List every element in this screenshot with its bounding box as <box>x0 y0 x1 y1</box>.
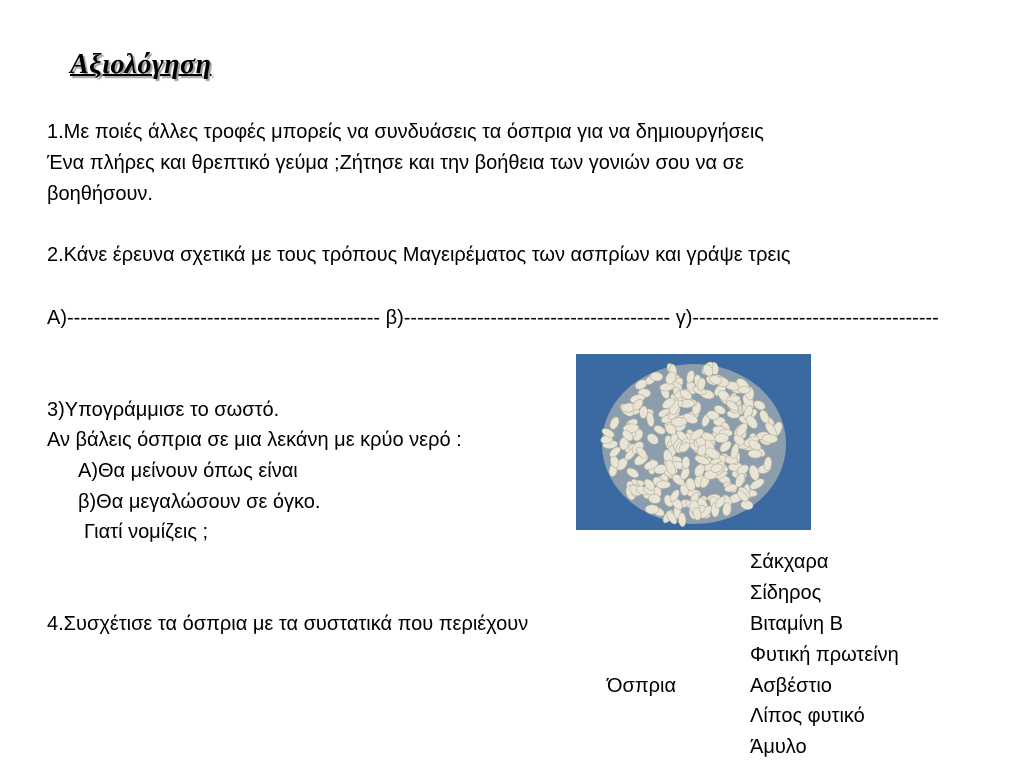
bean-shape <box>671 417 687 426</box>
question-3-line-1: 3)Υπογράμμισε το σωστό. <box>47 399 280 421</box>
question-3-why: Γιατί νομίζεις ; <box>84 521 209 543</box>
question-1-line-3: βοηθήσουν. <box>47 183 153 205</box>
question-4-legumes-label: Όσπρια <box>607 675 677 697</box>
bean-shape <box>682 456 690 468</box>
page-title: Αξιολόγηση <box>70 49 212 80</box>
question-1-line-2: Ένα πλήρες και θρεπτικό γεύμα ;Ζήτησε και την βοήθεια των γονιών σου να σε <box>47 152 744 174</box>
question-3-line-2: Αν βάλεις όσπρια σε μια λεκάνη με κρύο νερό : <box>47 429 462 451</box>
nutrient-item: Σάκχαρα <box>750 551 829 573</box>
question-1-line-1: 1.Με ποιές άλλες τροφές μπορείς να συνδυάσεις τα όσπρια για να δημιουργήσεις <box>47 121 764 143</box>
beans-pile-illustration <box>576 354 811 530</box>
question-3-option-a: Α)Θα μείνουν όπως είναι <box>78 460 298 482</box>
bean-shape <box>645 505 659 514</box>
nutrient-item: Βιταμίνη Β <box>750 613 843 635</box>
nutrient-item: Σίδηρος <box>750 582 822 604</box>
nutrient-item: Φυτική πρωτείνη <box>750 644 899 666</box>
white-beans-photo <box>576 354 811 530</box>
question-2-line-1: 2.Κάνε έρευνα σχετικά με τους τρόπους Μαγειρέματος των ασπρίων και γράψε τρεις <box>47 244 791 266</box>
question-2-answer-blanks: Α)----------------------------------------------- β)---------------------------------------- γ)------------------------------------- <box>47 307 939 329</box>
question-4-line-1: 4.Συσχέτισε τα όσπρια με τα συστατικά που περιέχουν <box>47 613 529 635</box>
bean-shape <box>656 481 670 489</box>
nutrient-item: Ασβέστιο <box>750 675 832 697</box>
question-3-option-b: β)Θα μεγαλώσουν σε όγκο. <box>78 491 321 513</box>
nutrient-item: Λίπος φυτικό <box>750 705 865 727</box>
nutrient-item: Άμυλο <box>750 736 807 758</box>
